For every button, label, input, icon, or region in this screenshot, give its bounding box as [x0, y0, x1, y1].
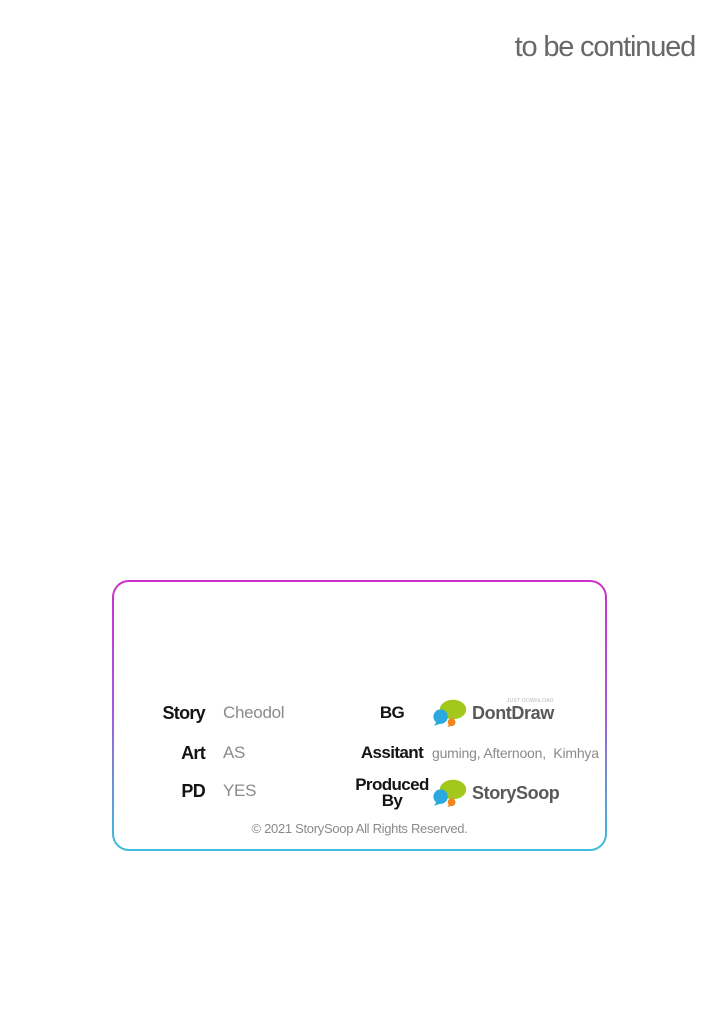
art-value: AS: [223, 743, 246, 762]
credits-row-pd-produced: [114, 775, 605, 811]
produced-by-label-line1: Produced: [355, 775, 429, 794]
storysoop-wordmark-text: StorySoop: [472, 783, 560, 803]
assistant-label: Assitant: [360, 743, 424, 762]
dontdraw-wordmark-text: DontDraw: [472, 703, 554, 723]
pd-value: YES: [223, 781, 257, 800]
speech-bubbles-icon: [432, 779, 467, 807]
produced-by-value: [432, 775, 559, 811]
produced-by-label: [354, 775, 430, 811]
pd-label: PD: [181, 781, 205, 801]
dontdraw-logo: [432, 699, 554, 727]
storysoop-wordmark: [472, 784, 559, 802]
credits-row-art-assistant: [114, 740, 605, 766]
art-label: Art: [181, 743, 205, 763]
speech-bubbles-icon: [432, 699, 467, 727]
credits-row-story-bg: [114, 700, 605, 726]
credits-card-inner: [114, 582, 605, 849]
bg-label: BG: [379, 703, 405, 722]
to-be-continued-text: to be continued: [514, 31, 695, 63]
assistant-value: [432, 740, 599, 766]
assistant-names: guming, Afternoon, Kimhya: [432, 745, 599, 761]
dontdraw-tagline: JUST DOWNLOAD: [506, 698, 554, 704]
storysoop-logo: [432, 779, 559, 807]
story-value: Cheodol: [223, 703, 285, 722]
credits-card: [112, 580, 607, 851]
dontdraw-wordmark: [472, 698, 554, 723]
bg-value: [432, 700, 554, 726]
produced-by-label-line2: By: [381, 791, 403, 810]
copyright-text: © 2021 StorySoop All Rights Reserved.: [251, 821, 468, 836]
story-label: Story: [162, 703, 205, 723]
